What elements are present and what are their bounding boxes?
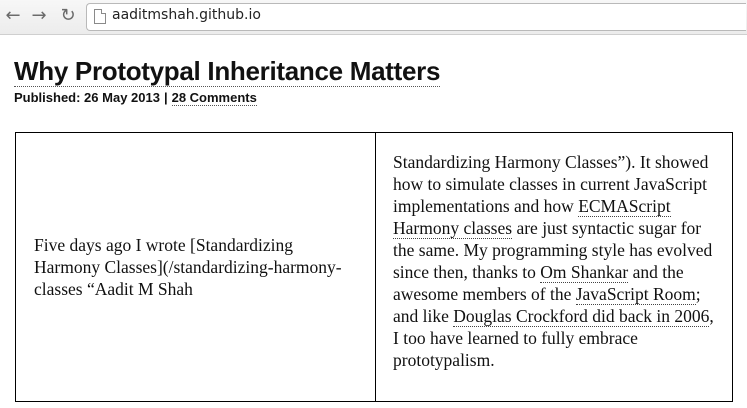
browser-toolbar [0,0,747,35]
link-javascript-room[interactable]: JavaScript Room [575,284,696,304]
link-harmony-classes[interactable]: ECMAScript Harmony classes [393,196,671,238]
content-cell-left [16,133,376,401]
forward-arrow-icon[interactable]: → [31,5,47,26]
left-paragraph: Five days ago I wrote [Standardizing Harmony Classes](/standardizing-harmony-classes “Aadit M Shah [34,235,342,299]
post-meta [14,90,257,105]
text-fragment: ; and like [393,284,701,326]
back-arrow-icon[interactable]: ← [5,5,21,26]
text-fragment: , I too have learned to fully embrace prototypalism. [393,306,714,370]
text-fragment: and the awesome members of the [393,262,684,304]
address-bar[interactable] [86,3,746,31]
link-om-shankar[interactable]: Om Shankar [540,262,629,282]
link-douglas-crockford[interactable]: Douglas Crockford did back in 2006 [453,306,710,326]
text-fragment: Standardizing Harmony Classes”). It showed how to simulate classes in current JavaScript implementations and how [393,152,709,216]
published-date: Published: 26 May 2013 [14,90,160,105]
url-text[interactable]: aaditmshah.github.io [112,7,261,23]
right-paragraph [393,152,714,370]
content-table [15,132,733,402]
page-title[interactable]: Why Prototypal Inheritance Matters [14,56,441,86]
reload-icon[interactable]: ↻ [60,5,76,26]
content-cell-right [376,133,732,401]
page-icon [94,9,106,24]
text-fragment: are just syntactic sugar for the same. My programming style has evolved since then, thanks to [393,218,713,282]
meta-separator: | [163,90,168,105]
comments-link[interactable]: 28 Comments [171,90,257,105]
